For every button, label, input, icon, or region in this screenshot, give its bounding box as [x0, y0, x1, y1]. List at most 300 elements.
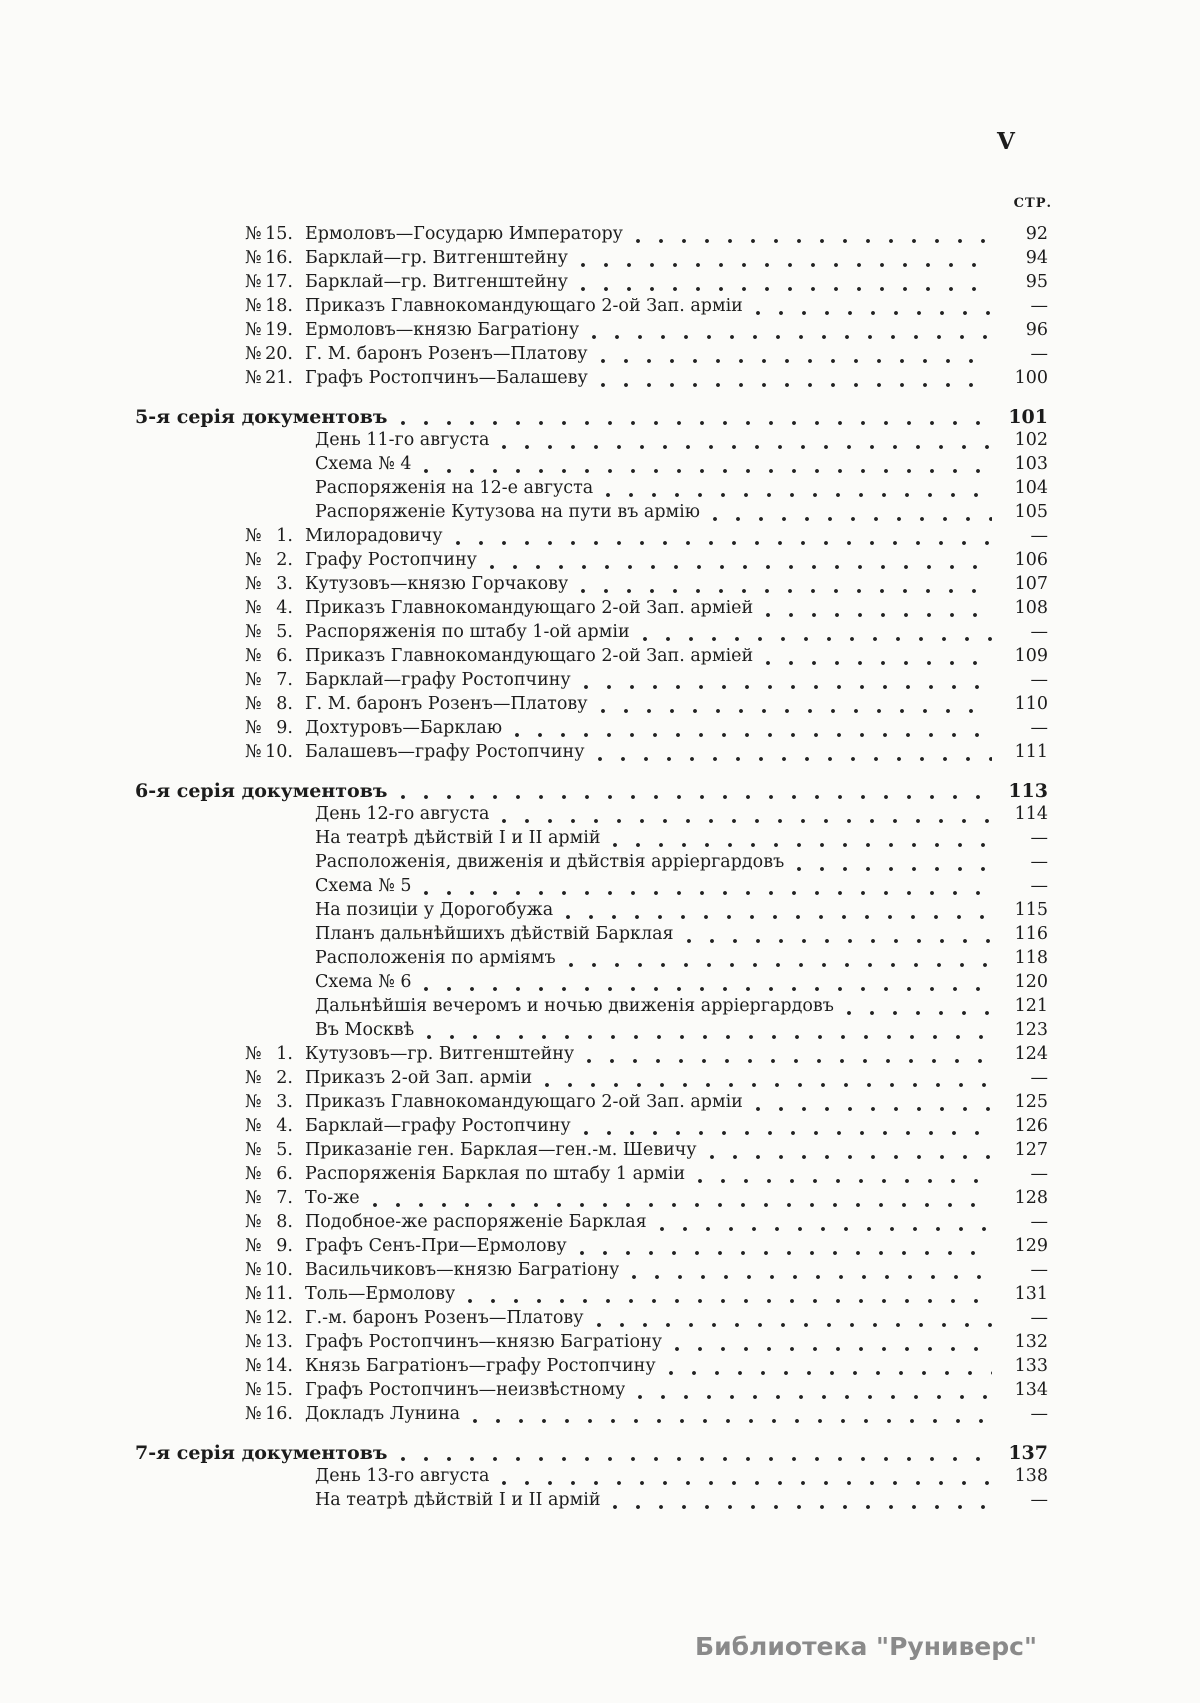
toc-section-header — [135, 1442, 1048, 1466]
numero-sign: № — [245, 248, 262, 268]
entry-page: — — [1030, 852, 1048, 872]
toc-entry — [135, 1020, 1048, 1044]
entry-number-value: 1. — [276, 526, 293, 546]
toc-entry — [135, 1466, 1048, 1490]
toc-entry — [135, 598, 1048, 622]
numero-sign: № — [245, 718, 262, 738]
toc-entry — [135, 924, 1048, 948]
entry-page: 124 — [1014, 1044, 1048, 1064]
entry-page: — — [1030, 1164, 1048, 1184]
entry-title: День 12-го августа — [315, 804, 490, 824]
numero-sign: № — [245, 574, 262, 594]
entry-number — [245, 1356, 293, 1376]
entry-title: Схема № 6 — [315, 972, 412, 992]
numero-sign: № — [245, 320, 262, 340]
entry-number — [245, 1116, 293, 1136]
entry-page: — — [1030, 1212, 1048, 1232]
entry-title: Распоряженія Барклая по штабу 1 арміи — [305, 1164, 686, 1184]
entry-page: — — [1030, 1068, 1048, 1088]
leader-dots — [612, 842, 992, 848]
entry-number — [245, 1236, 293, 1256]
leader-dots — [765, 660, 992, 666]
entry-number — [245, 224, 293, 244]
entry-title: Г. М. баронъ Розенъ—Платову — [305, 694, 588, 714]
entry-number-value: 20. — [265, 344, 293, 364]
entry-number — [245, 1188, 293, 1208]
entry-number — [245, 344, 293, 364]
leader-dots — [605, 492, 992, 498]
toc-entry — [135, 1404, 1048, 1428]
entry-title: Толь—Ермолову — [305, 1284, 456, 1304]
entry-number-value: 8. — [276, 1212, 293, 1232]
entry-page: 126 — [1014, 1116, 1048, 1136]
toc-entry — [135, 1188, 1048, 1212]
entry-number-value: 6. — [276, 646, 293, 666]
numero-sign: № — [245, 622, 262, 642]
numero-sign: № — [245, 1356, 262, 1376]
leader-dots — [600, 358, 992, 364]
entry-title: Кутузовъ—князю Горчакову — [305, 574, 569, 594]
entry-number-value: 15. — [265, 224, 293, 244]
leader-dots — [686, 938, 992, 944]
entry-number — [245, 1332, 293, 1352]
leader-dots — [472, 1418, 992, 1424]
entry-title: Дохтуровъ—Барклаю — [305, 718, 503, 738]
entry-page: 120 — [1014, 972, 1048, 992]
numero-sign: № — [245, 1308, 262, 1328]
toc-entry — [135, 454, 1048, 478]
entry-page: 133 — [1014, 1356, 1048, 1376]
entry-title: Балашевъ—графу Ростопчину — [305, 742, 585, 762]
entry-title: Распоряженія по штабу 1-ой арміи — [305, 622, 630, 642]
entry-number — [245, 320, 293, 340]
entry-title: Г. М. баронъ Розенъ—Платову — [305, 344, 588, 364]
toc-entry — [135, 1284, 1048, 1308]
numero-sign: № — [245, 550, 262, 570]
toc-entry — [135, 320, 1048, 344]
entry-number — [245, 248, 293, 268]
numero-sign: № — [245, 1092, 262, 1112]
leader-dots — [568, 962, 992, 968]
entry-number-value: 1. — [276, 1044, 293, 1064]
entry-title: Докладъ Лунина — [305, 1404, 461, 1424]
entry-number-value: 5. — [276, 1140, 293, 1160]
numero-sign: № — [245, 1332, 262, 1352]
entry-page: 108 — [1014, 598, 1048, 618]
toc-entry — [135, 622, 1048, 646]
leader-dots — [400, 1456, 992, 1462]
entry-title: Г.-м. баронъ Розенъ—Платову — [305, 1308, 584, 1328]
library-watermark: Библиотека "Руниверс" — [695, 1632, 1037, 1661]
numero-sign: № — [245, 1236, 262, 1256]
entry-title: Распоряженія на 12-е августа — [315, 478, 594, 498]
numero-sign: № — [245, 296, 262, 316]
entry-page: 131 — [1014, 1284, 1048, 1304]
toc-entry — [135, 1308, 1048, 1332]
toc-entry — [135, 1380, 1048, 1404]
numero-sign: № — [245, 1404, 262, 1424]
entry-number — [245, 1092, 293, 1112]
toc-entry — [135, 296, 1048, 320]
entry-title: Милорадовичу — [305, 526, 443, 546]
entry-page: — — [1030, 718, 1048, 738]
numero-sign: № — [245, 694, 262, 714]
entry-title: Схема № 4 — [315, 454, 412, 474]
entry-title: Приказъ Главнокомандующаго 2-ой Зап. арміи — [305, 1092, 743, 1112]
entry-number — [245, 1404, 293, 1424]
entry-number-value: 5. — [276, 622, 293, 642]
leader-dots — [591, 334, 992, 340]
entry-title: День 13-го августа — [315, 1466, 490, 1486]
entry-page: 128 — [1014, 1188, 1048, 1208]
leader-dots — [400, 420, 992, 426]
toc-entry — [135, 1140, 1048, 1164]
toc-section — [135, 1442, 1048, 1514]
entry-title: День 11-го августа — [315, 430, 490, 450]
entry-page: 109 — [1014, 646, 1048, 666]
leader-dots — [612, 1504, 992, 1510]
numero-sign: № — [245, 1164, 262, 1184]
toc-entry — [135, 948, 1048, 972]
entry-page: — — [1030, 296, 1048, 316]
leader-dots — [597, 756, 992, 762]
entry-page: — — [1030, 622, 1048, 642]
leader-dots — [846, 1010, 992, 1016]
numero-sign: № — [245, 368, 262, 388]
entry-page: 96 — [1025, 320, 1048, 340]
entry-number — [245, 1380, 293, 1400]
leader-dots — [580, 262, 992, 268]
toc-entry — [135, 852, 1048, 876]
leader-dots — [637, 1394, 992, 1400]
entry-page: — — [1030, 876, 1048, 896]
entry-title: Подобное-же распоряженіе Барклая — [305, 1212, 647, 1232]
leader-dots — [580, 588, 992, 594]
entry-number-value: 15. — [265, 1380, 293, 1400]
leader-dots — [579, 1250, 992, 1256]
entry-page: 113 — [1008, 780, 1048, 802]
toc-entry — [135, 972, 1048, 996]
entry-title: На театрѣ дѣйствій I и II армій — [315, 1490, 601, 1510]
entry-number-value: 4. — [276, 1116, 293, 1136]
entry-title: Приказъ Главнокомандующаго 2-ой Зап. арміей — [305, 598, 754, 618]
toc-entry — [135, 1236, 1048, 1260]
entry-page: 105 — [1014, 502, 1048, 522]
section-header-label: 5-я серія документовъ — [135, 406, 388, 428]
entry-page: 123 — [1014, 1020, 1048, 1040]
toc-section-header — [135, 780, 1048, 804]
entry-number-value: 16. — [265, 248, 293, 268]
toc-entry — [135, 1490, 1048, 1514]
entry-page: 125 — [1014, 1092, 1048, 1112]
toc-entry — [135, 526, 1048, 550]
entry-number — [245, 622, 293, 642]
entry-page: 114 — [1014, 804, 1048, 824]
toc-entry — [135, 996, 1048, 1020]
numero-sign: № — [245, 1068, 262, 1088]
numero-sign: № — [245, 1140, 262, 1160]
leader-dots — [586, 1058, 992, 1064]
toc-entry — [135, 1092, 1048, 1116]
entry-page: 94 — [1025, 248, 1048, 268]
entry-title: Барклай—графу Ростопчину — [305, 670, 571, 690]
leader-dots — [755, 1106, 992, 1112]
numero-sign: № — [245, 344, 262, 364]
entry-page: — — [1030, 828, 1048, 848]
leader-dots — [631, 1274, 992, 1280]
entry-title: Планъ дальнѣйшихъ дѣйствій Барклая — [315, 924, 674, 944]
toc-entry — [135, 900, 1048, 924]
leader-dots — [697, 1178, 992, 1184]
leader-dots — [501, 818, 992, 824]
toc-entry — [135, 876, 1048, 900]
entry-page: 104 — [1014, 478, 1048, 498]
leader-dots — [668, 1370, 992, 1376]
page-column-header: СТР. — [1013, 196, 1052, 211]
leader-dots — [501, 444, 992, 450]
toc-entry — [135, 1212, 1048, 1236]
numero-sign: № — [245, 1380, 262, 1400]
leader-dots — [755, 310, 992, 316]
entry-number-value: 8. — [276, 694, 293, 714]
entry-number — [245, 670, 293, 690]
toc-entry — [135, 1164, 1048, 1188]
entry-page: — — [1030, 1308, 1048, 1328]
entry-title: Дальнѣйшія вечеромъ и ночью движенія арріергардовъ — [315, 996, 834, 1016]
leader-dots — [565, 914, 992, 920]
entry-page: 92 — [1025, 224, 1048, 244]
entry-number-value: 7. — [276, 1188, 293, 1208]
toc-entry — [135, 478, 1048, 502]
toc-entry — [135, 502, 1048, 526]
numero-sign: № — [245, 224, 262, 244]
entry-title: Князь Багратіонъ—графу Ростопчину — [305, 1356, 656, 1376]
numero-sign: № — [245, 742, 262, 762]
leader-dots — [423, 468, 992, 474]
entry-number-value: 18. — [265, 296, 293, 316]
leader-dots — [372, 1202, 992, 1208]
entry-number — [245, 742, 293, 762]
entry-number-value: 2. — [276, 550, 293, 570]
numero-sign: № — [245, 1044, 262, 1064]
entry-number — [245, 526, 293, 546]
numero-sign: № — [245, 1212, 262, 1232]
entry-number-value: 7. — [276, 670, 293, 690]
entry-number-value: 3. — [276, 574, 293, 594]
entry-number — [245, 574, 293, 594]
toc-entry — [135, 1260, 1048, 1284]
entry-title: Расположенія по арміямъ — [315, 948, 556, 968]
entry-page: 100 — [1014, 368, 1048, 388]
numero-sign: № — [245, 598, 262, 618]
page-folio: V — [997, 128, 1016, 155]
entry-title: То-же — [305, 1188, 360, 1208]
toc-entry — [135, 718, 1048, 742]
entry-page: 103 — [1014, 454, 1048, 474]
entry-title: Схема № 5 — [315, 876, 412, 896]
entry-number — [245, 1164, 293, 1184]
toc-entry — [135, 272, 1048, 296]
entry-page: 95 — [1025, 272, 1048, 292]
entry-title: Распоряженіе Кутузова на пути въ армію — [315, 502, 700, 522]
entry-number-value: 3. — [276, 1092, 293, 1112]
toc-entry — [135, 1332, 1048, 1356]
entry-number — [245, 694, 293, 714]
entry-page: — — [1030, 526, 1048, 546]
entry-page: 118 — [1014, 948, 1048, 968]
entry-number-value: 11. — [265, 1284, 293, 1304]
entry-number — [245, 1044, 293, 1064]
entry-page: 101 — [1008, 406, 1048, 428]
entry-number-value: 10. — [265, 742, 293, 762]
toc-entry — [135, 430, 1048, 454]
entry-number — [245, 1140, 293, 1160]
leader-dots — [600, 382, 992, 388]
entry-title: Приказаніе ген. Барклая—ген.-м. Шевичу — [305, 1140, 697, 1160]
leader-dots — [765, 612, 992, 618]
toc-entry — [135, 742, 1048, 766]
entry-title: Графу Ростопчину — [305, 550, 477, 570]
entry-title: Барклай—гр. Витгенштейну — [305, 272, 568, 292]
entry-number-value: 9. — [276, 1236, 293, 1256]
section-header-label: 7-я серія документовъ — [135, 1442, 388, 1464]
entry-title: Ермоловъ—князю Багратіону — [305, 320, 580, 340]
entry-number — [245, 598, 293, 618]
entry-number — [245, 1260, 293, 1280]
toc-entry — [135, 828, 1048, 852]
toc-entry — [135, 574, 1048, 598]
leader-dots — [709, 1154, 992, 1160]
toc-entry — [135, 1044, 1048, 1068]
entry-title: Приказъ 2-ой Зап. арміи — [305, 1068, 533, 1088]
toc-entry — [135, 1356, 1048, 1380]
toc-entry — [135, 804, 1048, 828]
toc — [135, 224, 1048, 1514]
entry-title: Барклай—гр. Витгенштейну — [305, 248, 568, 268]
entry-page: 129 — [1014, 1236, 1048, 1256]
entry-number-value: 17. — [265, 272, 293, 292]
toc-entry — [135, 1068, 1048, 1092]
toc-section — [135, 780, 1048, 1428]
numero-sign: № — [245, 1116, 262, 1136]
numero-sign: № — [245, 670, 262, 690]
leader-dots — [635, 238, 992, 244]
entry-number — [245, 550, 293, 570]
entry-title: Графъ Ростопчинъ—Балашеву — [305, 368, 588, 388]
entry-number-value: 19. — [265, 320, 293, 340]
leader-dots — [642, 636, 992, 642]
numero-sign: № — [245, 526, 262, 546]
leader-dots — [596, 1322, 992, 1328]
entry-number — [245, 1212, 293, 1232]
entry-title: Въ Москвѣ — [315, 1020, 415, 1040]
leader-dots — [400, 794, 992, 800]
toc-entry — [135, 344, 1048, 368]
entry-page: — — [1030, 1260, 1048, 1280]
entry-number — [245, 272, 293, 292]
leader-dots — [426, 1034, 992, 1040]
entry-number-value: 21. — [265, 368, 293, 388]
toc-entry — [135, 670, 1048, 694]
numero-sign: № — [245, 646, 262, 666]
leader-dots — [501, 1480, 992, 1486]
entry-number-value: 12. — [265, 1308, 293, 1328]
leader-dots — [583, 684, 992, 690]
leader-dots — [659, 1226, 992, 1232]
entry-title: Ермоловъ—Государю Императору — [305, 224, 623, 244]
numero-sign: № — [245, 1188, 262, 1208]
entry-page: 115 — [1014, 900, 1048, 920]
leader-dots — [544, 1082, 992, 1088]
toc-entry — [135, 1116, 1048, 1140]
entry-page: 121 — [1014, 996, 1048, 1016]
toc-section — [135, 406, 1048, 766]
leader-dots — [674, 1346, 992, 1352]
entry-number-value: 16. — [265, 1404, 293, 1424]
entry-page: — — [1030, 1404, 1048, 1424]
entry-number-value: 2. — [276, 1068, 293, 1088]
toc-entry — [135, 646, 1048, 670]
entry-title: На театрѣ дѣйствій I и II армій — [315, 828, 601, 848]
toc-section — [135, 224, 1048, 392]
entry-number — [245, 1308, 293, 1328]
entry-title: Расположенія, движенія и дѣйствія арріергардовъ — [315, 852, 785, 872]
entry-number-value: 4. — [276, 598, 293, 618]
entry-title: Васильчиковъ—князю Багратіону — [305, 1260, 620, 1280]
leader-dots — [514, 732, 992, 738]
entry-page: 134 — [1014, 1380, 1048, 1400]
entry-number-value: 14. — [265, 1356, 293, 1376]
entry-title: Приказъ Главнокомандующаго 2-ой Зап. арміи — [305, 296, 743, 316]
entry-number — [245, 718, 293, 738]
entry-number-value: 10. — [265, 1260, 293, 1280]
leader-dots — [489, 564, 992, 570]
entry-page: 106 — [1014, 550, 1048, 570]
entry-page: — — [1030, 1490, 1048, 1510]
entry-title: Барклай—графу Ростопчину — [305, 1116, 571, 1136]
leader-dots — [583, 1130, 992, 1136]
leader-dots — [796, 866, 992, 872]
entry-title: Графъ Ростопчинъ—неизвѣстному — [305, 1380, 626, 1400]
entry-number — [245, 646, 293, 666]
entry-page: 127 — [1014, 1140, 1048, 1160]
numero-sign: № — [245, 1260, 262, 1280]
entry-page: 138 — [1014, 1466, 1048, 1486]
section-header-label: 6-я серія документовъ — [135, 780, 388, 802]
entry-number — [245, 368, 293, 388]
leader-dots — [580, 286, 992, 292]
numero-sign: № — [245, 272, 262, 292]
entry-title: Приказъ Главнокомандующаго 2-ой Зап. арміей — [305, 646, 754, 666]
numero-sign: № — [245, 1284, 262, 1304]
leader-dots — [600, 708, 992, 714]
entry-page: 132 — [1014, 1332, 1048, 1352]
leader-dots — [712, 516, 992, 522]
entry-number-value: 13. — [265, 1332, 293, 1352]
entry-number — [245, 1068, 293, 1088]
leader-dots — [423, 890, 992, 896]
entry-title: Графъ Сенъ-При—Ермолову — [305, 1236, 567, 1256]
leader-dots — [467, 1298, 992, 1304]
entry-page: — — [1030, 670, 1048, 690]
leader-dots — [455, 540, 992, 546]
entry-page: 110 — [1014, 694, 1048, 714]
toc-entry — [135, 694, 1048, 718]
entry-page: 137 — [1008, 1442, 1048, 1464]
entry-title: Кутузовъ—гр. Витгенштейну — [305, 1044, 575, 1064]
entry-title: Графъ Ростопчинъ—князю Багратіону — [305, 1332, 662, 1352]
entry-page: 107 — [1014, 574, 1048, 594]
